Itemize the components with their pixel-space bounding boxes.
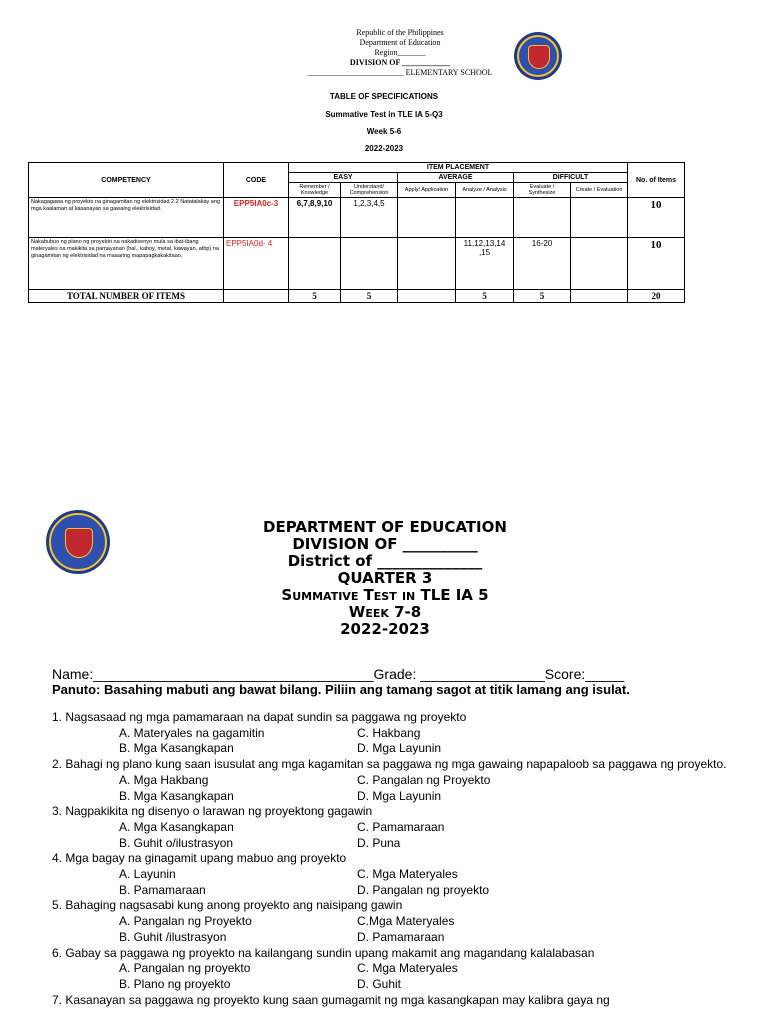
header-easy: EASY: [289, 173, 398, 183]
apply-cell: [398, 198, 456, 238]
header-average: AVERAGE: [398, 173, 514, 183]
question-6: 6. Gabay sa paggawa ng proyekto na kailangang sundin upang makamit ang magandang kalalabasan: [52, 945, 595, 960]
total-understand: 5: [341, 290, 398, 303]
option-c: C. Mga Materyales: [357, 961, 458, 976]
apply-cell: [398, 238, 456, 290]
question-7: 7. Kasanayan sa paggawa ng proyekto kung saan gumagamit ng mga kasangkapan may kalibra gaya ng: [52, 992, 610, 1007]
deped-seal-icon: [46, 510, 110, 574]
analyze-cell: [456, 198, 514, 238]
year-line: 2022-2023: [340, 620, 430, 638]
question-3: 3. Nagpakikita ng disenyo o larawan ng proyektong gagawin: [52, 804, 373, 819]
options-row: [52, 867, 752, 883]
options-row: [52, 726, 752, 742]
tos-year: 2022-2023: [364, 144, 404, 153]
header-item-placement: ITEM PLACEMENT: [289, 163, 628, 173]
division-line: DIVISION OF __________: [292, 535, 478, 553]
option-d: D. Mga Layunin: [357, 788, 442, 803]
quarter-line: QUARTER 3: [337, 569, 433, 587]
competency-cell: Nakagagawa ng proyekto na ginagamitan ng elektrisidad 2.2 Natatalakay ang mga kaalaman at kasanayan sa gawaing elektrisidad.: [29, 198, 224, 238]
options-row: [52, 741, 752, 757]
table-row: [29, 238, 685, 290]
option-a: A. Mga Hakbang: [119, 772, 209, 787]
option-b: B. Pamamaraan: [119, 882, 206, 897]
total-evaluate: 5: [514, 290, 571, 303]
tos-subtitle: Summative Test in TLE IA 5-Q3: [325, 110, 443, 119]
question-5: 5. Bahaging nagsasabi kung anong proyekto ang naisipang gawin: [52, 898, 403, 913]
create-cell: [571, 198, 628, 238]
evaluate-cell: 16-20: [514, 238, 571, 290]
header-no-items: No. of Items: [628, 163, 685, 198]
options-row: [52, 977, 752, 993]
code-cell: EPP5IA0c-3: [224, 198, 289, 238]
total-apply: [398, 290, 456, 303]
instructions: Panuto: Basahing mabuti ang bawat bilang. Piliin ang tamang sagot at titik lamang ang isulat.: [52, 682, 630, 697]
option-a: A. Pangalan ng proyekto: [119, 961, 251, 976]
deped-seal-icon: [514, 32, 562, 80]
option-d: D. Guhit: [357, 976, 402, 991]
test-body: [52, 666, 752, 1008]
option-b: B. Guhit /ilustrasyon: [119, 929, 227, 944]
totals-row: [29, 290, 685, 303]
option-b: B. Guhit o/ilustrasyon: [119, 835, 234, 850]
tos-week: Week 5-6: [366, 127, 402, 136]
header-apply: Apply/ Application: [398, 183, 456, 198]
total-analyze: 5: [456, 290, 514, 303]
question-2: 2. Bahagi ng plano kung saan isusulat ang mga kagamitan sa paggawa ng mga gawaing napapaloob sa paggawa ng proyekto.: [52, 757, 727, 772]
option-a: A. Pangalan ng Proyekto: [119, 914, 252, 929]
tos-title: TABLE OF SPECIFICATIONS: [329, 92, 439, 101]
test-header: [230, 519, 540, 638]
letterhead-line: Republic of the Philippines: [356, 28, 444, 37]
total-label: TOTAL NUMBER OF ITEMS: [29, 290, 224, 303]
option-c: C. Hakbang: [357, 725, 421, 740]
header-code: CODE: [224, 163, 289, 198]
option-b: B. Plano ng proyekto: [119, 976, 231, 991]
option-a: A. Mga Kasangkapan: [119, 819, 234, 834]
district-line: District of ______________: [287, 552, 483, 570]
option-c: C. Mga Materyales: [357, 867, 458, 882]
option-a: A. Materyales na gagamitin: [119, 725, 265, 740]
header-understand: Understand/ Comprehension: [341, 183, 398, 198]
letterhead-line: Region_______: [374, 48, 426, 57]
options-row: [52, 789, 752, 805]
code-cell: EPP5IA0d- 4: [224, 238, 289, 290]
total-code-cell: [224, 290, 289, 303]
create-cell: [571, 238, 628, 290]
option-c: C. Pangalan ng Proyekto: [357, 772, 491, 787]
header-remember: Remember / Knowledge: [289, 183, 341, 198]
option-c: C. Pamamaraan: [357, 819, 445, 834]
options-row: [52, 914, 752, 930]
question-4: 4. Mga bagay na ginagamit upang mabuo ang proyekto: [52, 851, 347, 866]
competency-cell: Nakabubuo ng plano ng proyekto na nakadisenyo mula sa ibat-ibang materyales na makikita sa pamayanan (hal., kahoy, metal, kawayan, atbp) na ginagamitan ng elektrisidad na maaaring mapapagkakakitaan.: [29, 238, 224, 290]
understand-cell: [341, 238, 398, 290]
header-evaluate: Evaluate / Synthesize: [514, 183, 571, 198]
letterhead-line: Department of Education: [359, 38, 441, 47]
name-grade-score-line: Name:____________________________________Grade: ________________Score:_____: [52, 666, 625, 682]
test-title: Summative Test in TLE IA 5: [281, 586, 489, 604]
header-create: Create / Evaluation: [571, 183, 628, 198]
header-difficult: DIFFICULT: [514, 173, 628, 183]
header-competency: COMPETENCY: [29, 163, 224, 198]
options-row: [52, 883, 752, 899]
dept-name: DEPARTMENT OF EDUCATION: [263, 518, 507, 536]
total-remember: 5: [289, 290, 341, 303]
option-d: D. Pamamaraan: [357, 929, 445, 944]
remember-cell: [289, 238, 341, 290]
week-line: Week 7-8: [348, 603, 422, 621]
remember-cell: 6,7,8,9,10: [289, 198, 341, 238]
evaluate-cell: [514, 198, 571, 238]
option-b: B. Mga Kasangkapan: [119, 741, 234, 756]
specifications-table: [28, 162, 685, 303]
table-row: [29, 198, 685, 238]
understand-cell: 1,2,3,4,5: [341, 198, 398, 238]
items-cell: 10: [628, 198, 685, 238]
total-create: [571, 290, 628, 303]
option-b: B. Mga Kasangkapan: [119, 788, 234, 803]
options-row: [52, 773, 752, 789]
letterhead-line: DIVISION OF ____________: [349, 58, 451, 67]
total-items: 20: [628, 290, 685, 303]
analyze-cell: 11,12,13,14 ,15: [456, 238, 514, 290]
options-row: [52, 930, 752, 946]
options-row: [52, 836, 752, 852]
option-a: A. Layunin: [119, 867, 176, 882]
question-1: 1. Nagsasaad ng mga pamamaraan na dapat sundin sa paggawa ng proyekto: [52, 710, 467, 724]
header-analyze: Analyze / Analysis: [456, 183, 514, 198]
options-row: [52, 820, 752, 836]
option-d: D. Mga Layunin: [357, 741, 442, 756]
letterhead-line: ________________________ ELEMENTARY SCHOOL: [307, 68, 493, 77]
option-d: D. Pangalan ng proyekto: [357, 882, 490, 897]
letterhead: [250, 28, 550, 78]
option-c: C.Mga Materyales: [357, 914, 455, 929]
options-row: [52, 961, 752, 977]
items-cell: 10: [628, 238, 685, 290]
option-d: D. Puna: [357, 835, 401, 850]
